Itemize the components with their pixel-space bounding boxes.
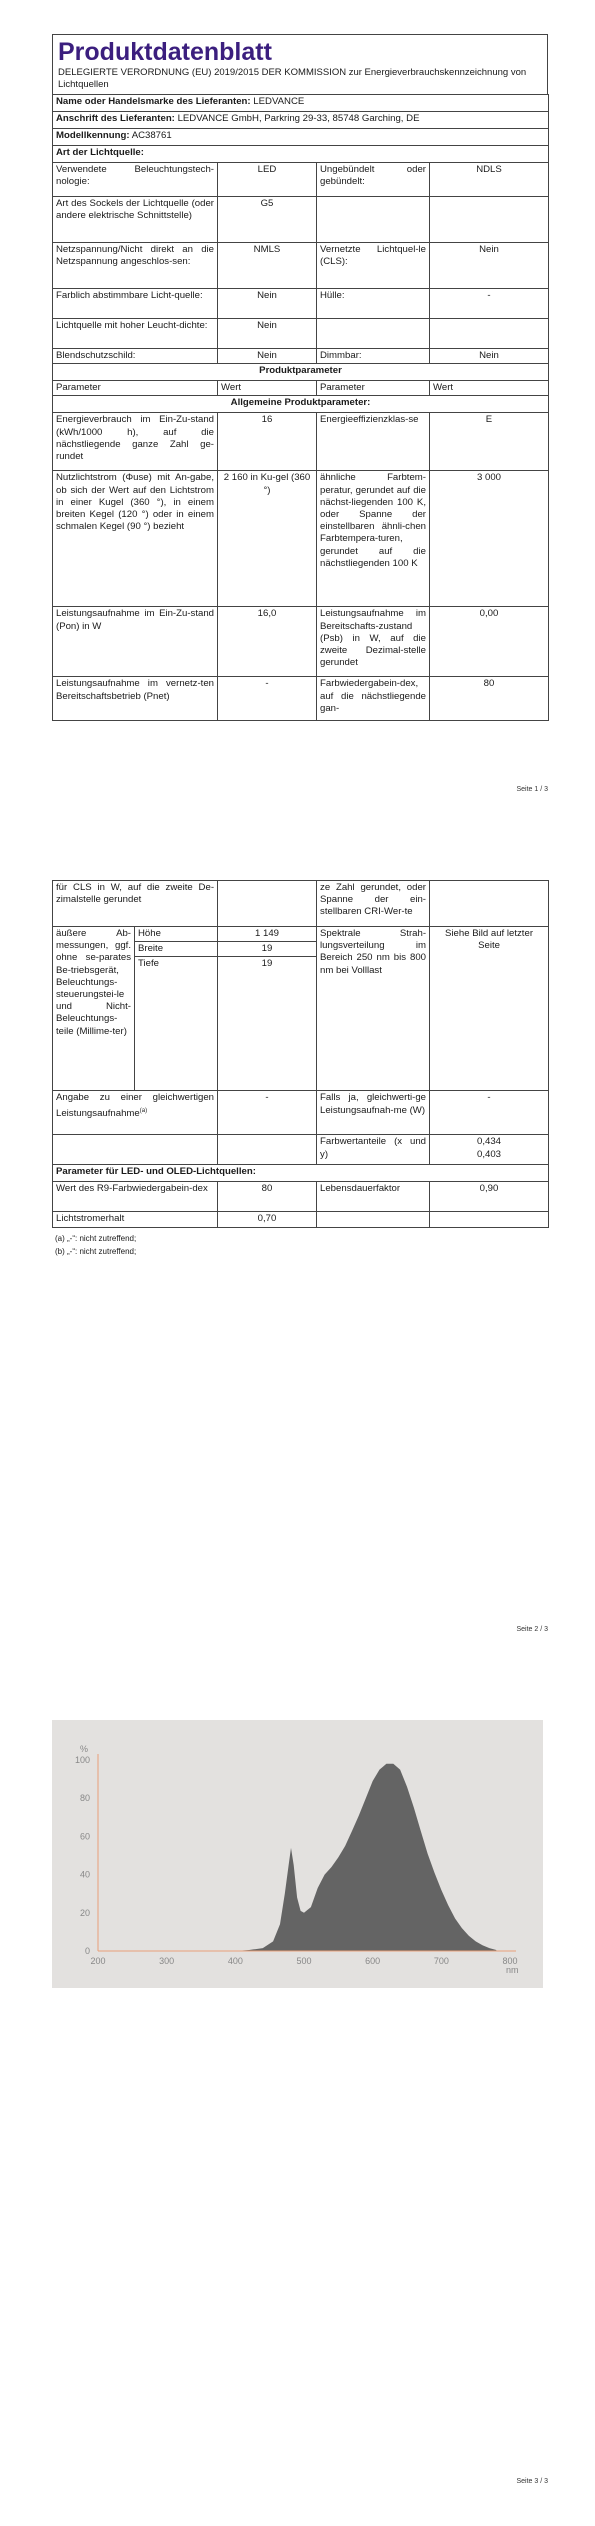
type-row	[53, 319, 549, 349]
type-label-2	[317, 197, 430, 243]
param-value-2: E	[430, 413, 549, 471]
param-label: Leistungsaufnahme im vernetz-ten Bereitschaftsbetrieb (Pnet)	[53, 677, 218, 721]
param-value: 16	[218, 413, 317, 471]
page-title: Produktdatenblatt	[58, 38, 272, 66]
equiv-power-label: Falls ja, gleichwerti-ge Leistungsaufnah-me (W)	[317, 1091, 430, 1135]
type-label: Lichtquelle mit hoher Leucht-dichte:	[53, 319, 218, 349]
y-tick-label: 80	[79, 1793, 90, 1804]
param-value-2: 80	[430, 677, 549, 721]
spectral-label: Spektrale Strah-lungsverteilung im Bereich 250 nm bis 800 nm bei Volllast	[317, 927, 430, 1091]
title-block	[52, 34, 548, 94]
param-row	[53, 471, 549, 607]
y-tick-label: 100	[74, 1755, 90, 1765]
dimension-name: Höhe	[135, 927, 218, 942]
param-label: für CLS in W, auf die zweite De-zimalstelle gerundet	[53, 881, 218, 927]
param-value: 16,0	[218, 607, 317, 677]
led-params-heading: Parameter für LED- und OLED-Lichtquellen:	[53, 1165, 549, 1182]
spectral-chart	[52, 1720, 543, 1988]
col-header-param: Parameter	[53, 381, 218, 396]
led-value-2: 0,90	[430, 1182, 549, 1212]
supplier-value: LEDVANCE	[253, 96, 305, 107]
color-row	[53, 1135, 549, 1165]
param-label: Leistungsaufnahme im Ein-Zu-stand (Pon) in W	[53, 607, 218, 677]
type-row	[53, 289, 549, 319]
type-label: Netzspannung/Nicht direkt an die Netzspannung angeschlos-sen:	[53, 243, 218, 289]
type-value-2: Nein	[430, 243, 549, 289]
type-label-2: Dimmbar:	[317, 349, 430, 364]
model-value: AC38761	[131, 130, 172, 141]
footnote: (b) „-“: nicht zutreffend;	[55, 1246, 137, 1256]
param-row-continued	[53, 881, 549, 927]
page-2	[0, 870, 595, 1670]
address-row	[53, 112, 549, 129]
col-header-value: Wert	[218, 381, 317, 396]
col-header-value-2: Wert	[430, 381, 549, 396]
type-value: G5	[218, 197, 317, 243]
col-header-param-2: Parameter	[317, 381, 430, 396]
type-value: LED	[218, 163, 317, 197]
type-value: Nein	[218, 349, 317, 364]
equiv-label-cell	[53, 1091, 218, 1135]
supplier-row	[53, 95, 549, 112]
dimension-value: 19	[218, 957, 317, 1091]
type-value: Nein	[218, 289, 317, 319]
footnote-marker: (a)	[139, 1107, 148, 1114]
led-row	[53, 1182, 549, 1212]
param-label-2: Farbwiedergabein-dex, auf die nächstliegende gan-	[317, 677, 430, 721]
color-coordinates-label: Farbwertanteile (x und y)	[317, 1135, 430, 1165]
empty-cell	[53, 1135, 218, 1165]
param-value-2: 3 000	[430, 471, 549, 607]
dimension-row	[53, 927, 549, 942]
dimension-name: Tiefe	[135, 957, 218, 1091]
led-label-2	[317, 1212, 430, 1227]
equiv-row	[53, 1091, 549, 1135]
param-value-2	[430, 881, 549, 927]
page-1	[0, 0, 595, 820]
type-value-2: -	[430, 289, 549, 319]
y-tick-label: 20	[79, 1907, 90, 1918]
led-label: Lichtstromerhalt	[53, 1212, 218, 1227]
page-footer: Seite 1 / 3	[516, 786, 548, 793]
type-label: Farblich abstimmbare Licht-quelle:	[53, 289, 218, 319]
param-label: Energieverbrauch im Ein-Zu-stand (kWh/1000 h), auf die nächstliegende ganze Zahl ge-rundet	[53, 413, 218, 471]
spectrum-area	[222, 1764, 497, 1951]
address-value: LEDVANCE GmbH, Parkring 29-33, 85748 Garching, DE	[177, 113, 420, 124]
type-row	[53, 197, 549, 243]
x-tick-label: 400	[227, 1956, 243, 1966]
param-value: -	[218, 677, 317, 721]
general-params-heading: Allgemeine Produktparameter:	[53, 396, 549, 413]
type-value-2	[430, 197, 549, 243]
spectral-value: Siehe Bild auf letzter Seite	[430, 927, 549, 1091]
type-value-2: Nein	[430, 349, 549, 364]
led-label-2: Lebensdauerfaktor	[317, 1182, 430, 1212]
type-value: NMLS	[218, 243, 317, 289]
type-label: Art des Sockels der Lichtquelle (oder andere elektrische Schnittstelle)	[53, 197, 218, 243]
light-source-type-heading: Art der Lichtquelle:	[53, 146, 549, 163]
datasheet-table-continued	[52, 880, 549, 1228]
x-tick-label: 700	[433, 1956, 449, 1966]
param-row	[53, 413, 549, 471]
y-axis-label: %	[80, 1744, 89, 1754]
model-row	[53, 129, 549, 146]
led-label: Wert des R9-Farbwiedergabein-dex	[53, 1182, 218, 1212]
page-footer: Seite 2 / 3	[516, 1626, 548, 1633]
x-axis-label: nm	[506, 1965, 519, 1975]
type-value-2	[430, 319, 549, 349]
dimensions-label: äußere Ab-messungen, ggf. ohne se-parates Be-triebsgerät, Beleuchtungs-steuerungstei-le und Nicht-Beleuchtungs-teile (Millime-ter)	[53, 927, 135, 1091]
product-params-heading: Produktparameter	[53, 364, 549, 381]
led-row	[53, 1212, 549, 1227]
dimension-value: 1 149	[218, 927, 317, 942]
type-row	[53, 163, 549, 197]
model-label: Modellkennung:	[56, 130, 130, 141]
type-label-2: Hülle:	[317, 289, 430, 319]
type-label: Blendschutzschild:	[53, 349, 218, 364]
column-header-row	[53, 381, 549, 396]
color-coordinates-value: 0,434 0,403	[430, 1135, 549, 1165]
dimension-name: Breite	[135, 942, 218, 957]
equiv-power-value: -	[430, 1091, 549, 1135]
empty-cell	[218, 1135, 317, 1165]
led-value-2	[430, 1212, 549, 1227]
led-value: 0,70	[218, 1212, 317, 1227]
param-label-2: ähnliche Farbtem-peratur, gerundet auf die nächst-liegenden 100 K, oder Spanne der einstellbaren ähnli-chen Farbtempera-turen, gerundet auf die nächstliegenden 100 K	[317, 471, 430, 607]
equiv-value: -	[218, 1091, 317, 1135]
param-value-2: 0,00	[430, 607, 549, 677]
address-label: Anschrift des Lieferanten:	[56, 113, 175, 124]
param-label: Nutzlichtstrom (Φuse) mit An-gabe, ob sich der Wert auf den Lichtstrom in einer Kugel (360 °), in einem breiten Kegel (120 °) oder in einem schmalen Kegel (90 °) bezieht	[53, 471, 218, 607]
type-row	[53, 349, 549, 364]
type-label-2: Vernetzte Lichtquel-le (CLS):	[317, 243, 430, 289]
x-tick-label: 800	[502, 1956, 518, 1966]
x-tick-label: 600	[365, 1956, 381, 1966]
type-row	[53, 243, 549, 289]
type-label-2	[317, 319, 430, 349]
datasheet-table	[52, 94, 549, 721]
param-value	[218, 881, 317, 927]
led-value: 80	[218, 1182, 317, 1212]
param-row	[53, 677, 549, 721]
param-label-2: ze Zahl gerundet, oder Spanne der ein-stellbaren CRI-Wer-te	[317, 881, 430, 927]
footnotes	[52, 1232, 548, 1258]
x-tick-label: 300	[159, 1956, 175, 1966]
equiv-label: Angabe zu einer gleichwertigen Leistungsaufnahme	[56, 1092, 215, 1119]
page-footer: Seite 3 / 3	[516, 2478, 548, 2485]
x-tick-label: 500	[296, 1956, 312, 1966]
param-value: 2 160 in Ku-gel (360 °)	[218, 471, 317, 607]
regulation-text: DELEGIERTE VERORDNUNG (EU) 2019/2015 DER KOMMISSION zur Energieverbrauchskennzeichnung von Lichtquellen	[58, 67, 527, 90]
x-tick-label: 200	[90, 1956, 106, 1966]
y-tick-label: 0	[84, 1946, 90, 1956]
type-value-2: NDLS	[430, 163, 549, 197]
footnote: (a) „-“: nicht zutreffend;	[55, 1233, 137, 1243]
spectral-chart-svg	[52, 1720, 543, 1988]
type-value: Nein	[218, 319, 317, 349]
param-row	[53, 607, 549, 677]
y-tick-label: 60	[79, 1831, 90, 1842]
type-label-2: Ungebündelt oder gebündelt:	[317, 163, 430, 197]
param-label-2: Leistungsaufnahme im Bereitschafts-zustand (Psb) in W, auf die zweite Dezimal-stelle gerundet	[317, 607, 430, 677]
type-label: Verwendete Beleuchtungstech-nologie:	[53, 163, 218, 197]
param-label-2: Energieeffizienzklas-se	[317, 413, 430, 471]
supplier-label: Name oder Handelsmarke des Lieferanten:	[56, 96, 251, 107]
y-tick-label: 40	[79, 1869, 90, 1880]
dimension-value: 19	[218, 942, 317, 957]
